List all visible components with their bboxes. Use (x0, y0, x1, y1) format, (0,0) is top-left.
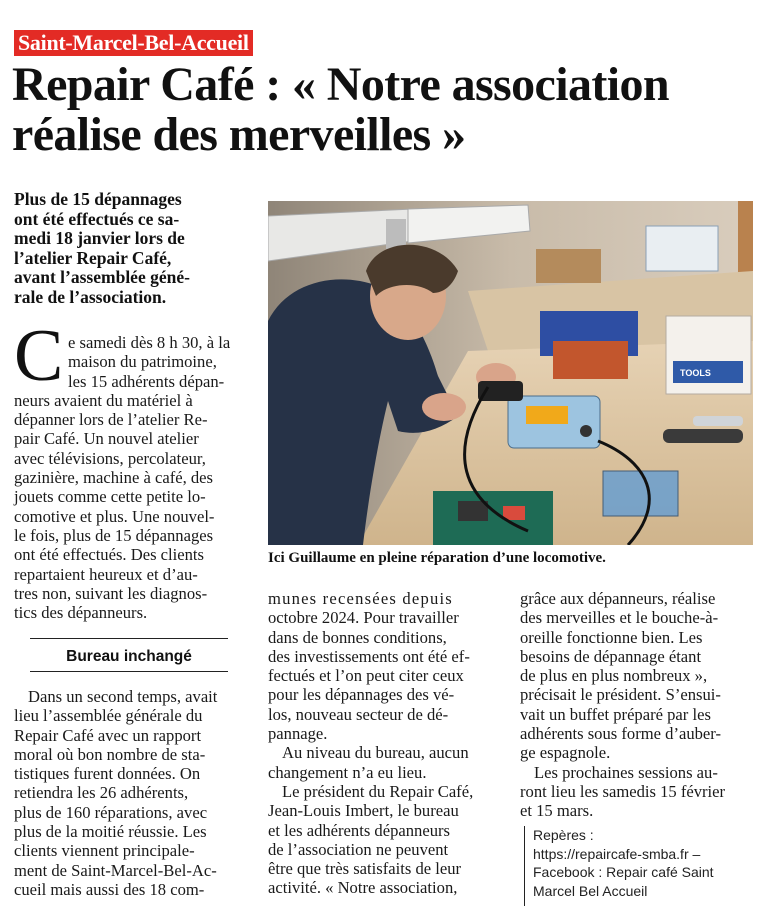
column-3 (520, 589, 760, 821)
body-line: avec télévisions, percolateur, (14, 448, 206, 468)
column-1-part-2 (14, 687, 264, 899)
column-2 (268, 589, 504, 898)
lead-line: ont été effectués ce sa- (14, 208, 180, 229)
body-line: précisait le président. S’ensui- (520, 685, 721, 705)
body-line: pour les dépannages des vé- (268, 685, 455, 705)
body-line: vait un buffet préparé par les (520, 704, 711, 724)
photo-illustration (268, 201, 753, 545)
body-line: de plus en plus nombreux », (520, 666, 708, 686)
body-line: ont été effectués. Des clients (14, 545, 204, 565)
body-line: de l’association ne peuvent (268, 839, 449, 859)
body-line: ront lieu les samedis 15 février (520, 781, 726, 801)
body-line: des investissements ont été ef- (268, 646, 470, 666)
body-line: oreille fonctionne bien. Les (520, 627, 703, 647)
body-line: cueil mais aussi des 18 com- (14, 879, 205, 899)
headline (12, 60, 762, 160)
body-line: ge espagnole. (520, 743, 611, 763)
body-line: lieu l’assemblée générale du (14, 706, 203, 726)
body-line: jouets comme cette petite lo- (14, 487, 206, 507)
article-photo (268, 201, 753, 545)
body-line: dans de bonnes conditions, (268, 627, 447, 647)
body-line: tistiques furent données. On (14, 764, 201, 784)
body-line: pair Café. Un nouvel atelier (14, 429, 199, 449)
drop-cap: C (14, 315, 64, 397)
subhead-rule-top (30, 638, 228, 639)
body-line: comotive et plus. Une nouvel- (14, 506, 215, 526)
lead-line: l’atelier Repair Café, (14, 247, 172, 268)
headline-line: réalise des merveilles » (12, 108, 466, 161)
body-line: le fois, plus de 15 dépannages (14, 525, 214, 545)
reperes-box (533, 826, 763, 900)
lead-line: Plus de 15 dépannages (14, 189, 182, 209)
lead-line: rale de l’association. (14, 286, 167, 307)
body-line: et les adhérents dépanneurs (268, 820, 450, 840)
lead-line: avant l’assemblée géné- (14, 267, 190, 288)
body-line: munes recensées depuis (268, 589, 453, 608)
lead-paragraph (14, 190, 259, 308)
reperes-rule (524, 826, 525, 906)
body-line: besoins de dépannage étant (520, 646, 702, 666)
body-line: dépanner lors de l’atelier Re- (14, 410, 208, 430)
body-line: maison du patrimoine, (68, 352, 217, 372)
body-line: plus de 160 réparations, avec (14, 802, 208, 822)
reperes-link[interactable]: https://repaircafe-smba.fr – (533, 845, 701, 862)
body-line: fectués et l’on peut citer ceux (268, 666, 464, 686)
body-line: grâce aux dépanneurs, réalise (520, 589, 716, 608)
body-line: tics des dépanneurs. (14, 603, 148, 623)
section-kicker: Saint-Marcel-Bel-Accueil (14, 30, 253, 56)
body-line: los, nouveau secteur de dé- (268, 704, 449, 724)
body-line: neurs avaient du matériel à (14, 390, 193, 410)
subhead-rule-bottom (30, 671, 228, 672)
body-line: adhérents sous forme d’auber- (520, 724, 722, 744)
body-line: Dans un second temps, avait (28, 687, 218, 706)
body-line: e samedi dès 8 h 30, à la (68, 333, 231, 352)
body-line: les 15 adhérents dépan- (68, 371, 225, 391)
body-line: activité. « Notre association, (268, 878, 458, 898)
body-line: Jean-Louis Imbert, le bureau (268, 801, 459, 821)
body-line: et 15 mars. (520, 801, 594, 821)
reperes-line: Facebook : Repair café Saint (533, 864, 714, 880)
body-line: Au niveau du bureau, aucun (282, 743, 469, 763)
photo-caption: Ici Guillaume en pleine réparation d’une locomotive. (268, 550, 606, 566)
body-line: octobre 2024. Pour travailler (268, 608, 459, 628)
headline-line: Repair Café : « Notre association (12, 58, 669, 111)
reperes-title: Repères : (533, 827, 594, 843)
body-line: tres non, suivant les diagnos- (14, 583, 208, 603)
body-line: repartaient heureux et d’au- (14, 564, 198, 584)
body-line: clients viennent principale- (14, 841, 195, 861)
lead-line: medi 18 janvier lors de (14, 228, 185, 249)
box-label: TOOLS (680, 368, 711, 378)
body-line: retiendra les 26 adhérents, (14, 783, 189, 803)
body-line: Repair Café avec un rapport (14, 725, 202, 745)
column-1 (14, 333, 264, 622)
body-line: Le président du Repair Café, (282, 781, 474, 801)
body-line: plus de la moitié réussie. Les (14, 822, 207, 842)
body-line: pannage. (268, 724, 328, 744)
body-line: changement n’a eu lieu. (268, 762, 427, 782)
body-line: des merveilles et le bouche-à- (520, 608, 719, 628)
body-line: Les prochaines sessions au- (534, 762, 718, 782)
subhead: Bureau inchangé (66, 648, 192, 665)
reperes-line: Marcel Bel Accueil (533, 882, 648, 899)
body-line: moral où bon nombre de sta- (14, 744, 206, 764)
body-line: être que très satisfaits de leur (268, 859, 462, 879)
body-line: gazinière, machine à café, des (14, 468, 214, 488)
body-line: ment de Saint-Marcel-Bel-Ac- (14, 860, 217, 880)
